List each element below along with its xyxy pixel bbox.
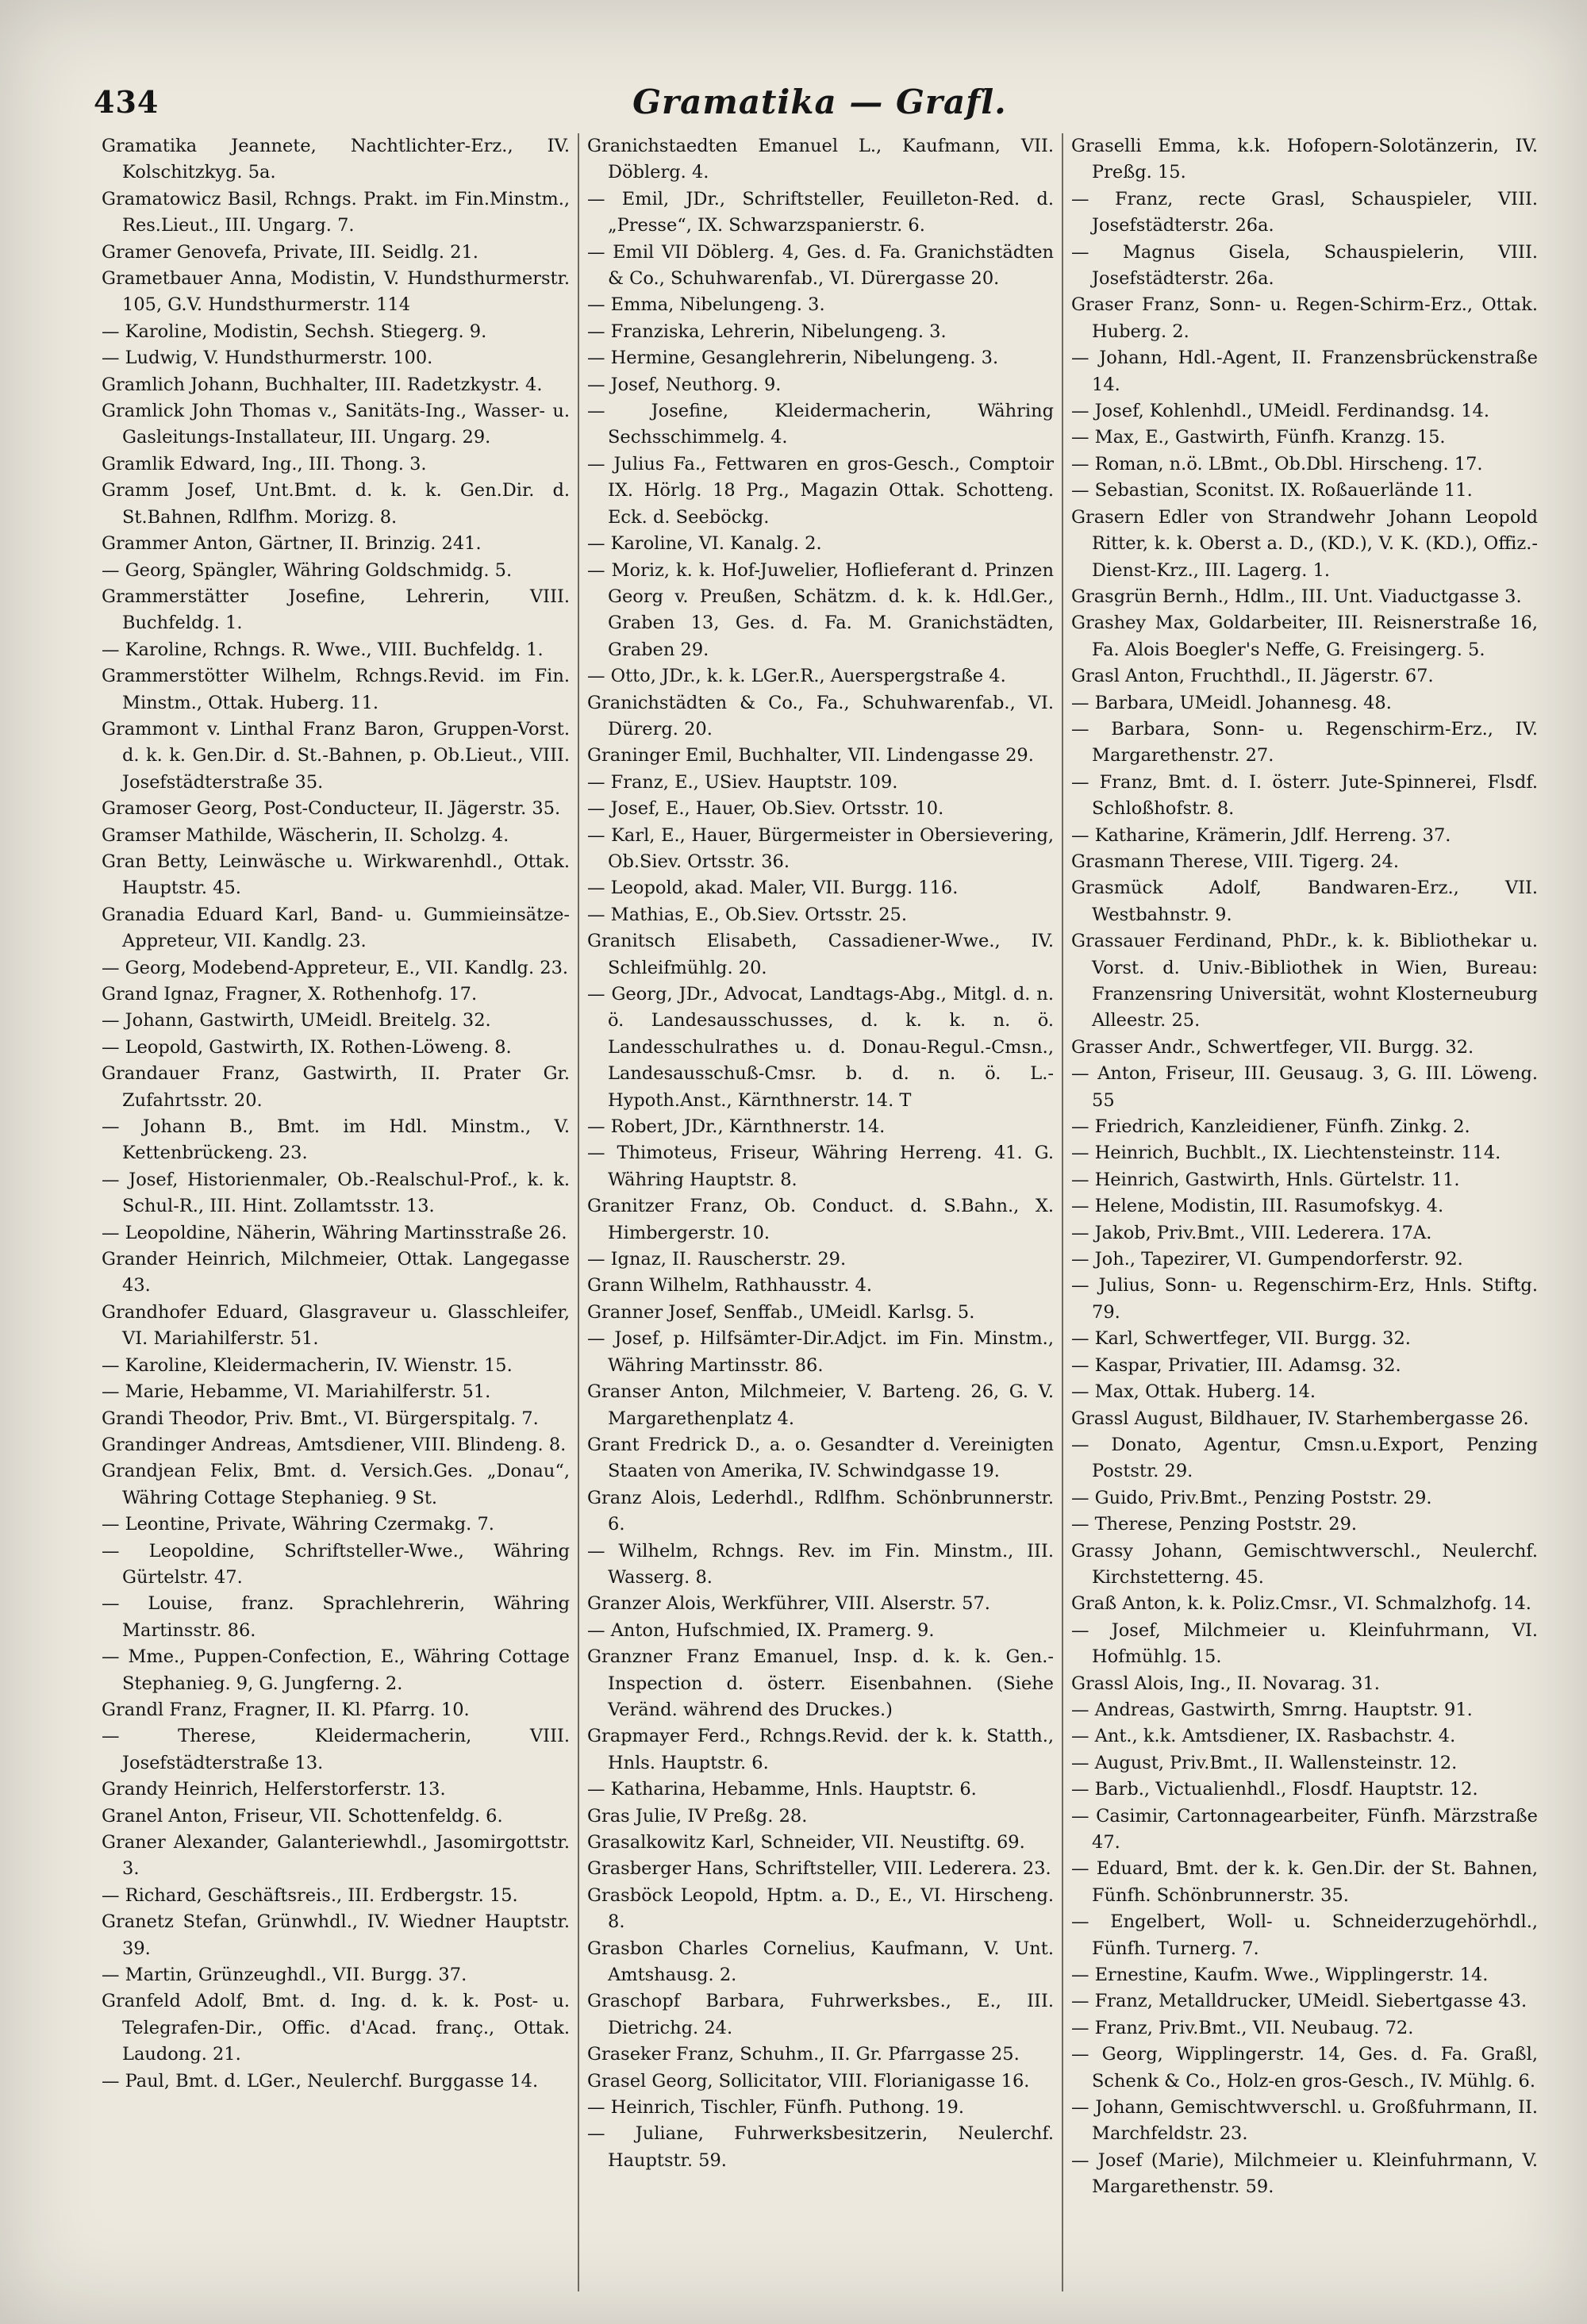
directory-entry: — Helene, Modistin, III. Rasumofskyg. 4. bbox=[1071, 1196, 1444, 1217]
directory-entry: — Max, Ottak. Huberg. 14. bbox=[1071, 1381, 1316, 1403]
directory-entry: — Emil, JDr., Schriftsteller, Feuilleton-Red. d. „Presse“, IX. Schwarzspanierstr. 6. bbox=[587, 188, 1054, 236]
directory-entry: Graß Anton, k. k. Poliz.Cmsr., VI. Schmalzhofg. 14. bbox=[1071, 1593, 1531, 1615]
directory-entry: Graner Alexander, Galanteriewhdl., Jasomirgottstr. 3. bbox=[102, 1832, 570, 1880]
directory-columns bbox=[94, 133, 1546, 2291]
directory-entry: — Martin, Grünzeughdl., VII. Burgg. 37. bbox=[102, 1965, 467, 1986]
directory-entry: — Josef, Neuthorg. 9. bbox=[587, 374, 782, 395]
directory-entry: Grasmück Adolf, Bandwaren-Erz., VII. Westbahnstr. 9. bbox=[1071, 878, 1538, 925]
directory-entry: — Josef (Marie), Milchmeier u. Kleinfuhrmann, V. Margarethenstr. 59. bbox=[1071, 2149, 1538, 2198]
directory-entry: Graninger Emil, Buchhalter, VII. Lindengasse 29. bbox=[587, 745, 1034, 766]
directory-entry: — Josef, Milchmeier u. Kleinfuhrmann, VI. Hofmühlg. 15. bbox=[1071, 1619, 1538, 1668]
directory-entry: Gramm Josef, Unt.Bmt. d. k. k. Gen.Dir. d. St.Bahnen, Rdlfhm. Morizg. 8. bbox=[102, 480, 570, 528]
directory-entry: Granz Alois, Lederhdl., Rdlfhm. Schönbrunnerstr. 6. bbox=[587, 1487, 1054, 1535]
directory-entry: Granner Josef, Senffab., UMeidl. Karlsg. 5. bbox=[587, 1301, 975, 1323]
directory-entry: Gramer Genovefa, Private, III. Seidlg. 21. bbox=[102, 241, 478, 263]
directory-entry: — Josefine, Kleidermacherin, Währing Sechsschimmelg. 4. bbox=[587, 401, 1054, 448]
directory-entry: — Leopoldine, Näherin, Währing Martinsstraße 26. bbox=[102, 1222, 567, 1243]
directory-entry: — Juliane, Fuhrwerksbesitzerin, Neulerchf. Hauptstr. 59. bbox=[587, 2123, 1054, 2171]
directory-entry: Granser Anton, Milchmeier, V. Barteng. 26, G. V. Margarethenplatz 4. bbox=[587, 1381, 1054, 1429]
directory-entry: — Kaspar, Privatier, III. Adamsg. 32. bbox=[1071, 1354, 1401, 1376]
directory-entry: — Thimoteus, Friseur, Währing Herreng. 41. G. Währing Hauptstr. 8. bbox=[587, 1143, 1054, 1190]
directory-entry: Grammont v. Linthal Franz Baron, Gruppen-Vorst. d. k. k. Gen.Dir. d. St.-Bahnen, p. Ob.Lieut., VIII. Josefstädterstraße 35. bbox=[102, 718, 570, 793]
directory-entry: Granzner Franz Emanuel, Insp. d. k. k. Gen.-Inspection d. österr. Eisenbahnen. (Siehe Veränd. während des Druckes.) bbox=[587, 1646, 1054, 1720]
directory-entry: — Joh., Tapezirer, VI. Gumpendorferstr. 92. bbox=[1071, 1249, 1463, 1270]
directory-entry: — Max, E., Gastwirth, Fünfh. Kranzg. 15. bbox=[1071, 427, 1446, 448]
directory-entry: — Franziska, Lehrerin, Nibelungeng. 3. bbox=[587, 321, 947, 342]
directory-entry: Granichstaedten Emanuel L., Kaufmann, VII. Döblerg. 4. bbox=[587, 136, 1054, 183]
directory-entry: — Heinrich, Gastwirth, Hnls. Gürtelstr. 11. bbox=[1071, 1169, 1460, 1190]
directory-entry: Grann Wilhelm, Rathhausstr. 4. bbox=[587, 1275, 873, 1296]
directory-entry: — Katharina, Hebamme, Hnls. Hauptstr. 6. bbox=[587, 1779, 977, 1800]
directory-entry: — Johann B., Bmt. im Hdl. Minstm., V. Kettenbrückeng. 23. bbox=[102, 1116, 570, 1164]
directory-entry: — Josef, p. Hilfsämter-Dir.Adjct. im Fin. Minstm., Währing Martinsstr. 86. bbox=[587, 1328, 1054, 1376]
directory-entry: — Franz, E., USiev. Hauptstr. 109. bbox=[587, 771, 898, 793]
directory-entry: — Josef, Kohlenhdl., UMeidl. Ferdinandsg. 14. bbox=[1071, 401, 1490, 422]
directory-entry: — Mathias, E., Ob.Siev. Ortsstr. 25. bbox=[587, 904, 908, 925]
directory-entry: Grandl Franz, Fragner, II. Kl. Pfarrg. 10. bbox=[102, 1699, 470, 1720]
page-number: 434 bbox=[94, 84, 159, 120]
directory-entry: — Karl, E., Hauer, Bürgermeister in Obersievering, Ob.Siev. Ortsstr. 36. bbox=[587, 824, 1054, 872]
directory-entry: Gramser Mathilde, Wäscherin, II. Scholzg. 4. bbox=[102, 824, 509, 846]
directory-entry: — Marie, Hebamme, VI. Mariahilferstr. 51. bbox=[102, 1381, 491, 1403]
directory-entry: Graseker Franz, Schuhm., II. Gr. Pfarrgasse 25. bbox=[587, 2044, 1020, 2065]
directory-entry: — Ant., k.k. Amtsdiener, IX. Rasbachstr. 4. bbox=[1071, 1726, 1456, 1747]
directory-entry: Grasel Georg, Sollicitator, VIII. Florianigasse 16. bbox=[587, 2070, 1030, 2092]
directory-entry: — Eduard, Bmt. der k. k. Gen.Dir. der St. Bahnen, Fünfh. Schönbrunnerstr. 35. bbox=[1071, 1858, 1538, 1906]
directory-entry: — Josef, E., Hauer, Ob.Siev. Ortsstr. 10. bbox=[587, 798, 944, 820]
directory-entry: — Franz, Metalldrucker, UMeidl. Siebertgasse 43. bbox=[1071, 1991, 1527, 2012]
directory-entry: Grammerstötter Wilhelm, Rchngs.Revid. im Fin. Minstm., Ottak. Huberg. 11. bbox=[102, 666, 570, 713]
directory-entry: Graschopf Barbara, Fuhrwerksbes., E., III. Dietrichg. 24. bbox=[587, 1991, 1054, 2038]
directory-entry: — Guido, Priv.Bmt., Penzing Poststr. 29. bbox=[1071, 1487, 1432, 1508]
directory-entry: — Karoline, VI. Kanalg. 2. bbox=[587, 533, 822, 555]
directory-entry: Grassl Alois, Ing., II. Novarag. 31. bbox=[1071, 1673, 1380, 1694]
directory-entry: Grapmayer Ferd., Rchngs.Revid. der k. k. Statth., Hnls. Hauptstr. 6. bbox=[587, 1726, 1054, 1773]
directory-entry: — Barbara, Sonn- u. Regenschirm-Erz., IV. Margarethenstr. 27. bbox=[1071, 718, 1538, 766]
directory-entry: Gramatowicz Basil, Rchngs. Prakt. im Fin.Minstm., Res.Lieut., III. Ungarg. 7. bbox=[102, 188, 570, 236]
directory-entry: — Sebastian, Sconitst. IX. Roßauerlände 11. bbox=[1071, 480, 1473, 501]
directory-entry: Granel Anton, Friseur, VII. Schottenfeldg. 6. bbox=[102, 1805, 503, 1827]
directory-entry: Grandauer Franz, Gastwirth, II. Prater Gr. Zufahrtsstr. 20. bbox=[102, 1063, 570, 1111]
directory-entry: — Johann, Gastwirth, UMeidl. Breitelg. 32. bbox=[102, 1010, 491, 1031]
directory-entry: Grassl August, Bildhauer, IV. Starhembergasse 26. bbox=[1071, 1408, 1529, 1429]
directory-entry: — Jakob, Priv.Bmt., VIII. Lederera. 17A. bbox=[1071, 1222, 1432, 1243]
directory-entry: Grander Heinrich, Milchmeier, Ottak. Langegasse 43. bbox=[102, 1249, 570, 1296]
directory-entry: Granichstädten & Co., Fa., Schuhwarenfab., VI. Dürerg. 20. bbox=[587, 692, 1054, 739]
directory-entry: Gramlich Johann, Buchhalter, III. Radetzkystr. 4. bbox=[102, 374, 543, 395]
directory-entry: — Therese, Penzing Poststr. 29. bbox=[1071, 1514, 1358, 1535]
directory-entry: — Johann, Hdl.-Agent, II. Franzensbrückenstraße 14. bbox=[1071, 348, 1538, 395]
directory-entry: — Heinrich, Tischler, Fünfh. Puthong. 19. bbox=[587, 2097, 964, 2118]
directory-entry: — Anton, Hufschmied, IX. Pramerg. 9. bbox=[587, 1619, 935, 1641]
directory-entry: Grandy Heinrich, Helferstorferstr. 13. bbox=[102, 1779, 446, 1800]
directory-entry: — Johann, Gemischtwverschl. u. Großfuhrmann, II. Marchfeldstr. 23. bbox=[1071, 2097, 1538, 2145]
directory-entry: — Barbara, UMeidl. Johannesg. 48. bbox=[1071, 692, 1392, 713]
directory-entry: — Georg, Modebend-Appreteur, E., VII. Kandlg. 23. bbox=[102, 957, 569, 978]
column-2 bbox=[578, 133, 1062, 2291]
directory-entry: — Donato, Agentur, Cmsn.u.Export, Penzing Poststr. 29. bbox=[1071, 1434, 1538, 1482]
directory-entry: — Emma, Nibelungeng. 3. bbox=[587, 294, 825, 316]
directory-entry: — Roman, n.ö. LBmt., Ob.Dbl. Hirscheng. 17. bbox=[1071, 453, 1483, 474]
directory-entry: — Therese, Kleidermacherin, VIII. Josefstädterstraße 13. bbox=[102, 1726, 570, 1773]
directory-entry: — August, Priv.Bmt., II. Wallensteinstr. 12. bbox=[1071, 1752, 1458, 1773]
directory-entry: Graser Franz, Sonn- u. Regen-Schirm-Erz., Ottak. Huberg. 2. bbox=[1071, 294, 1538, 342]
directory-entry: Grandjean Felix, Bmt. d. Versich.Ges. „Donau“, Währing Cottage Stephanieg. 9 St. bbox=[102, 1461, 570, 1508]
directory-entry: Grandinger Andreas, Amtsdiener, VIII. Blindeng. 8. bbox=[102, 1434, 567, 1455]
directory-entry: Gramlik Edward, Ing., III. Thong. 3. bbox=[102, 453, 427, 474]
directory-entry: Grand Ignaz, Fragner, X. Rothenhofg. 17. bbox=[102, 984, 478, 1005]
directory-entry: — Engelbert, Woll- u. Schneiderzugehörhdl., Fünfh. Turnerg. 7. bbox=[1071, 1911, 1538, 1959]
directory-entry: — Ernestine, Kaufm. Wwe., Wipplingerstr. 14. bbox=[1071, 1965, 1489, 1986]
directory-entry: Grasbon Charles Cornelius, Kaufmann, V. Unt. Amtshausg. 2. bbox=[587, 1938, 1054, 1986]
directory-entry: — Leopold, akad. Maler, VII. Burgg. 116. bbox=[587, 878, 959, 899]
column-1 bbox=[94, 133, 578, 2291]
directory-entry: — Louise, franz. Sprachlehrerin, Währing Martinsstr. 86. bbox=[102, 1593, 570, 1641]
directory-entry: — Andreas, Gastwirth, Smrng. Hauptstr. 91. bbox=[1071, 1699, 1473, 1720]
directory-entry: — Ignaz, II. Rauscherstr. 29. bbox=[587, 1249, 847, 1270]
directory-entry: — Hermine, Gesanglehrerin, Nibelungeng. 3. bbox=[587, 348, 999, 369]
directory-entry: Grasser Andr., Schwertfeger, VII. Burgg. 32. bbox=[1071, 1036, 1474, 1058]
directory-entry: — Heinrich, Buchblt., IX. Liechtensteinstr. 114. bbox=[1071, 1143, 1501, 1164]
directory-entry: Grasalkowitz Karl, Schneider, VII. Neustiftg. 69. bbox=[587, 1832, 1025, 1853]
running-title: Gramatika — Grafl. bbox=[632, 83, 1007, 121]
directory-entry: — Richard, Geschäftsreis., III. Erdbergstr. 15. bbox=[102, 1884, 518, 1906]
directory-entry: — Paul, Bmt. d. LGer., Neulerchf. Burggasse 14. bbox=[102, 2070, 539, 2092]
directory-entry: Grandi Theodor, Priv. Bmt., VI. Bürgerspitalg. 7. bbox=[102, 1408, 539, 1429]
directory-entry: Grasgrün Bernh., Hdlm., III. Unt. Viaductgasse 3. bbox=[1071, 586, 1522, 607]
directory-entry: — Julius Fa., Fettwaren en gros-Gesch., Comptoir IX. Hörlg. 18 Prg., Magazin Ottak. Schotteng. Eck. d. Seeböckg. bbox=[587, 453, 1054, 528]
directory-entry: Granzer Alois, Werkführer, VIII. Alserstr. 57. bbox=[587, 1593, 990, 1615]
directory-entry: Grassy Johann, Gemischtwverschl., Neulerchf. Kirchstetterng. 45. bbox=[1071, 1540, 1538, 1588]
directory-entry: — Anton, Friseur, III. Geusaug. 3, G. III. Löweng. 55 bbox=[1071, 1063, 1538, 1111]
directory-entry: — Robert, JDr., Kärnthnerstr. 14. bbox=[587, 1116, 886, 1138]
directory-entry: — Moriz, k. k. Hof-Juwelier, Hoflieferant d. Prinzen Georg v. Preußen, Schätzm. d. k. k. Hdl.Ger., Graben 13, Ges. d. Fa. M. Granichstädten, Graben 29. bbox=[587, 559, 1054, 660]
directory-entry: — Leontine, Private, Währing Czermakg. 7. bbox=[102, 1514, 494, 1535]
directory-entry: — Otto, JDr., k. k. LGer.R., Auerspergstraße 4. bbox=[587, 666, 1006, 687]
directory-entry: Granadia Eduard Karl, Band- u. Gummieinsätze-Appreteur, VII. Kandlg. 23. bbox=[102, 904, 570, 952]
directory-entry: Grasmann Therese, VIII. Tigerg. 24. bbox=[1071, 851, 1400, 872]
directory-entry: — Franz, Bmt. d. I. österr. Jute-Spinnerei, Flsdf. Schloßhofstr. 8. bbox=[1071, 771, 1538, 820]
directory-entry: — Franz, recte Grasl, Schauspieler, VIII. Josefstädterstr. 26a. bbox=[1071, 188, 1538, 236]
directory-entry: Grasern Edler von Strandwehr Johann Leopold Ritter, k. k. Oberst a. D., (KD.), V. K. (KD.), Offiz.-Dienst-Krz., III. Lagerg. 1. bbox=[1071, 506, 1538, 581]
directory-entry: Gramlick John Thomas v., Sanitäts-Ing., Wasser- u. Gasleitungs-Installateur, III. Ungarg. 29. bbox=[102, 401, 570, 448]
directory-entry: — Wilhelm, Rchngs. Rev. im Fin. Minstm., III. Wasserg. 8. bbox=[587, 1540, 1054, 1588]
directory-entry: — Magnus Gisela, Schauspielerin, VIII. Josefstädterstr. 26a. bbox=[1071, 241, 1538, 290]
column-3 bbox=[1062, 133, 1546, 2291]
directory-entry: — Emil VII Döblerg. 4, Ges. d. Fa. Granichstädten & Co., Schuhwarenfab., VI. Dürergasse 20. bbox=[587, 241, 1054, 290]
directory-entry: — Friedrich, Kanzleidiener, Fünfh. Zinkg. 2. bbox=[1071, 1116, 1470, 1138]
directory-entry: Granitsch Elisabeth, Cassadiener-Wwe., IV. Schleifmühlg. 20. bbox=[587, 931, 1054, 978]
directory-entry: Gran Betty, Leinwäsche u. Wirkwarenhdl., Ottak. Hauptstr. 45. bbox=[102, 851, 570, 899]
directory-entry: Granfeld Adolf, Bmt. d. Ing. d. k. k. Post- u. Telegrafen-Dir., Offic. d'Acad. franç., Ottak. Laudong. 21. bbox=[102, 1991, 570, 2065]
directory-entry: — Karl, Schwertfeger, VII. Burgg. 32. bbox=[1071, 1328, 1411, 1350]
directory-entry: Grasl Anton, Fruchthdl., II. Jägerstr. 67. bbox=[1071, 666, 1434, 687]
directory-entry: Gramoser Georg, Post-Conducteur, II. Jägerstr. 35. bbox=[102, 798, 561, 820]
directory-entry: Grashey Max, Goldarbeiter, III. Reisnerstraße 16, Fa. Alois Boegler's Neffe, G. Freisingerg. 5. bbox=[1071, 613, 1538, 660]
directory-entry: Granitzer Franz, Ob. Conduct. d. S.Bahn., X. Himbergerstr. 10. bbox=[587, 1196, 1054, 1243]
directory-entry: Grammerstätter Josefine, Lehrerin, VIII. Buchfeldg. 1. bbox=[102, 586, 570, 634]
directory-entry: — Casimir, Cartonnagearbeiter, Fünfh. Märzstraße 47. bbox=[1071, 1805, 1538, 1853]
directory-entry: — Georg, JDr., Advocat, Landtags-Abg., Mitgl. d. n. ö. Landesausschusses, d. k. k. n. ö. Landesschulrathes u. d. Donau-Regul.-Cmsn., Landesausschuß-Cmsr. b. d. n. ö. L.-Hypoth.Anst., Kärnthnerstr. 14. T bbox=[587, 984, 1054, 1111]
page-header bbox=[94, 79, 1546, 127]
directory-entry: — Leopold, Gastwirth, IX. Rothen-Löweng. 8. bbox=[102, 1036, 512, 1058]
directory-entry: Grammer Anton, Gärtner, II. Brinzig. 241. bbox=[102, 533, 482, 555]
directory-entry: — Katharine, Krämerin, Jdlf. Herreng. 37. bbox=[1071, 824, 1451, 846]
directory-entry: — Karoline, Kleidermacherin, IV. Wienstr. 15. bbox=[102, 1354, 513, 1376]
directory-entry: Graselli Emma, k.k. Hofopern-Solotänzerin, IV. Preßg. 15. bbox=[1071, 136, 1538, 183]
directory-entry: — Georg, Wipplingerstr. 14, Ges. d. Fa. Graßl, Schenk & Co., Holz-en gros-Gesch., IV. Mühlg. 6. bbox=[1071, 2044, 1538, 2092]
directory-entry: — Ludwig, V. Hundsthurmerstr. 100. bbox=[102, 348, 433, 369]
directory-entry: Grametbauer Anna, Modistin, V. Hundsthurmerstr. 105, G.V. Hundsthurmerstr. 114 bbox=[102, 268, 570, 316]
directory-entry: Gramatika Jeannete, Nachtlichter-Erz., IV. Kolschitzkyg. 5a. bbox=[102, 136, 570, 183]
directory-entry: Grasböck Leopold, Hptm. a. D., E., VI. Hirscheng. 8. bbox=[587, 1884, 1054, 1933]
directory-entry: Grant Fredrick D., a. o. Gesandter d. Vereinigten Staaten von Amerika, IV. Schwindgasse 19. bbox=[587, 1434, 1054, 1482]
directory-entry: — Josef, Historienmaler, Ob.-Realschul-Prof., k. k. Schul-R., III. Hint. Zollamtsstr. 13. bbox=[102, 1169, 570, 1217]
directory-entry: Gras Julie, IV Preßg. 28. bbox=[587, 1805, 808, 1827]
directory-entry: — Barb., Victualienhdl., Flosdf. Hauptstr. 12. bbox=[1071, 1779, 1478, 1800]
directory-entry: — Julius, Sonn- u. Regenschirm-Erz, Hnls. Stiftg. 79. bbox=[1071, 1275, 1538, 1323]
directory-entry: — Mme., Puppen-Confection, E., Währing Cottage Stephanieg. 9, G. Jungferng. 2. bbox=[102, 1646, 570, 1694]
directory-entry: — Georg, Spängler, Währing Goldschmidg. 5. bbox=[102, 559, 513, 581]
directory-entry: — Leopoldine, Schriftsteller-Wwe., Währing Gürtelstr. 47. bbox=[102, 1540, 570, 1588]
directory-entry: Grassauer Ferdinand, PhDr., k. k. Bibliothekar u. Vorst. d. Univ.-Bibliothek in Wien, Bureau: Franzensring Universität, wohnt Klosterneuburg Alleestr. 25. bbox=[1071, 931, 1538, 1031]
directory-entry: — Karoline, Rchngs. R. Wwe., VIII. Buchfeldg. 1. bbox=[102, 639, 544, 660]
directory-entry: Grandhofer Eduard, Glasgraveur u. Glasschleifer, VI. Mariahilferstr. 51. bbox=[102, 1301, 570, 1350]
directory-entry: Grasberger Hans, Schriftsteller, VIII. Lederera. 23. bbox=[587, 1858, 1051, 1880]
directory-entry: Granetz Stefan, Grünwhdl., IV. Wiedner Hauptstr. 39. bbox=[102, 1911, 570, 1959]
directory-entry: — Franz, Priv.Bmt., VII. Neubaug. 72. bbox=[1071, 2017, 1414, 2038]
directory-entry: — Karoline, Modistin, Sechsh. Stiegerg. 9. bbox=[102, 321, 487, 342]
